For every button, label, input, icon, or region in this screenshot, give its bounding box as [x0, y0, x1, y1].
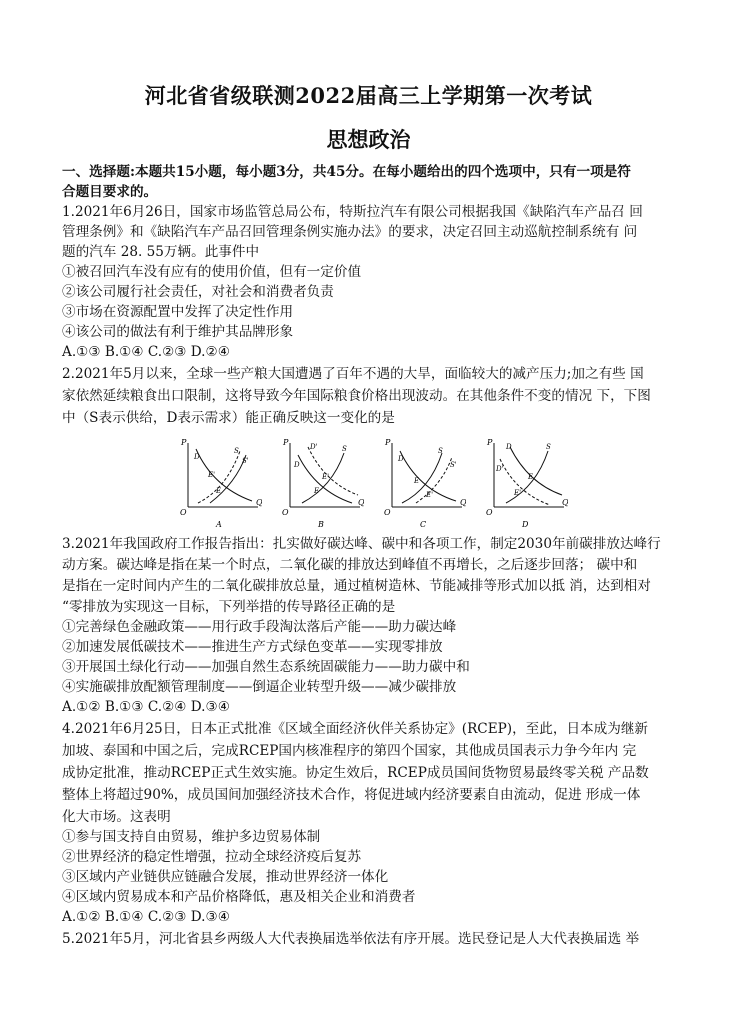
curve-label: D — [506, 443, 512, 451]
subject-title: 思想政治 — [326, 127, 411, 152]
axis-x-label: Q — [358, 498, 364, 507]
q3-option: ④实施碳排放配额管理制度——倒逼企业转型升级——减少碳排放 — [62, 679, 457, 695]
point-label: E — [414, 477, 420, 485]
q4-option: ②世界经济的稳定性增强，拉动全球经济疫后复苏 — [62, 849, 362, 865]
chart-d — [484, 437, 568, 533]
chart-a — [178, 437, 262, 533]
curve-label: D' — [496, 465, 504, 473]
curve-label: D' — [310, 443, 318, 451]
point-label: E' — [322, 473, 330, 481]
chart-c — [382, 437, 466, 533]
axis-origin-label: O — [486, 508, 493, 517]
curve-label: S — [438, 447, 443, 455]
q1-line: 1.2021年6月26日，国家市场监管总局公布，特斯拉汽车有限公司根据我国《缺陷汽车产品召 回 — [62, 204, 643, 220]
curve-label: D — [194, 453, 200, 461]
chart-label: B — [318, 520, 324, 529]
section-heading-line-1: 一、选择题:本题共15小题，每小题3分，共45分。在每小题给出的四个选项中，只有一项是符 — [62, 164, 631, 180]
q1-option: ③市场在资源配置中发挥了决定性作用 — [62, 304, 294, 320]
axis-y-label: P — [385, 438, 391, 447]
chart-label: C — [420, 520, 427, 529]
axis-x-label: Q — [562, 498, 568, 507]
q4-line: 4.2021年6月25日，日本正式批准《区域全面经济伙伴关系协定》(RCEP)，至此，日本成为继新 — [62, 721, 649, 737]
point-label: E' — [514, 489, 522, 497]
q1-line: 题的汽车 28. 55万辆。此事件中 — [62, 244, 260, 260]
section-heading-line-2: 合题目要求的。 — [62, 184, 158, 200]
axis-origin-label: O — [384, 508, 391, 517]
chart-label: D — [522, 520, 529, 529]
q3-line: 3.2021年我国政府工作报告指出：扎实做好碳达峰、碳中和各项工作，制定2030年前碳排放达峰行 — [62, 536, 661, 552]
exam-title: 河北省省级联测2022届高三上学期第一次考试 — [144, 83, 593, 108]
axis-x-label: Q — [256, 498, 262, 507]
curve-label: S — [546, 443, 551, 451]
axis-y-label: P — [487, 438, 493, 447]
q4-line: 整体上将超过90%，成员国间加强经济技术合作，将促进域内经济要素自由流动，促进 形成一体 — [62, 787, 641, 803]
q3-option: ②加速发展低碳技术——推进生产方式绿色变革——实现零排放 — [62, 639, 443, 655]
q1-option: ②该公司履行社会责任，对社会和消费者负责 — [62, 284, 334, 300]
q4-line: 加坡、泰国和中国之后，完成RCEP国内核准程序的第四个国家，其他成员国表示力争今年内 完 — [62, 743, 637, 759]
q4-option: ④区域内贸易成本和产品价格降低，惠及相关企业和消费者 — [62, 889, 416, 905]
point-label: E' — [426, 491, 434, 499]
q4-option: ③区域内产业链供应链融合发展，推动世界经济一体化 — [62, 869, 389, 885]
q2-line: 中（S表示供给，D表示需求）能正确反映这一变化的是 — [62, 410, 395, 426]
point-label: E — [528, 473, 534, 481]
curve-label: S' — [450, 461, 457, 469]
curve-label: S — [342, 445, 347, 453]
q2-line: 家依然延续粮食出口限制，这将导致今年国际粮食价格出现波动。在其他条件不变的情况 下，下图 — [62, 388, 651, 404]
curve-label: D — [398, 455, 404, 463]
q3-option: ①完善绿色金融政策——用行政手段淘汰落后产能——助力碳达峰 — [62, 619, 457, 635]
q3-answers: A.①② B.①③ C.②④ D.③④ — [62, 699, 230, 715]
q5-line: 5.2021年5月，河北省县乡两级人大代表换届选举依法有序开展。选民登记是人大代表换届选 举 — [62, 931, 640, 947]
chart-b — [280, 437, 364, 533]
axis-origin-label: O — [180, 508, 187, 517]
point-label: E — [314, 487, 320, 495]
q3-line: 动方案。碳达峰是指在某一个时点，二氧化碳的排放达到峰值不再增长，之后逐步回落； 碳中和 — [62, 557, 638, 573]
curve-label: D — [294, 461, 300, 469]
axis-y-label: P — [181, 438, 187, 447]
axis-y-label: P — [283, 438, 289, 447]
q1-answers: A.①③ B.①④ C.②③ D.②④ — [62, 344, 230, 360]
q3-option: ③开展国土绿化行动——加强自然生态系统固碳能力——助力碳中和 — [62, 659, 470, 675]
q2-line: 2.2021年5月以来，全球一些产粮大国遭遇了百年不遇的大旱，面临较大的减产压力;加之有些 国 — [62, 366, 644, 382]
point-label: E — [216, 487, 222, 495]
q4-line: 成协定批准，推动RCEP正式生效实施。协定生效后，RCEP成员国间货物贸易最终零关税 产品数 — [62, 765, 649, 781]
q4-option: ①参与国支持自由贸易，维护多边贸易体制 — [62, 829, 321, 845]
curve-label: S' — [242, 457, 249, 465]
q1-line: 管理条例》和《缺陷汽车产品召回管理条例实施办法》的要求，决定召回主动巡航控制系统有 问 — [62, 224, 638, 240]
supply-demand-charts — [178, 437, 568, 533]
axis-x-label: Q — [460, 498, 466, 507]
q4-line: 化大市场。这表明 — [62, 809, 171, 825]
point-label: E' — [208, 471, 216, 479]
q1-option: ①被召回汽车没有应有的使用价值，但有一定价值 — [62, 264, 362, 280]
q3-line: “零排放为实现这一目标，下列举措的传导路径正确的是 — [62, 599, 396, 615]
curve-label: S — [234, 447, 239, 455]
q3-line: 是指在一定时间内产生的二氧化碳排放总量，通过植树造林、节能减排等形式加以抵 消，达到相对 — [62, 578, 651, 594]
q1-option: ④该公司的做法有利于维护其品牌形象 — [62, 324, 294, 340]
chart-label: A — [216, 520, 222, 529]
axis-origin-label: O — [282, 508, 289, 517]
q4-answers: A.①② B.①④ C.②③ D.③④ — [62, 909, 230, 925]
